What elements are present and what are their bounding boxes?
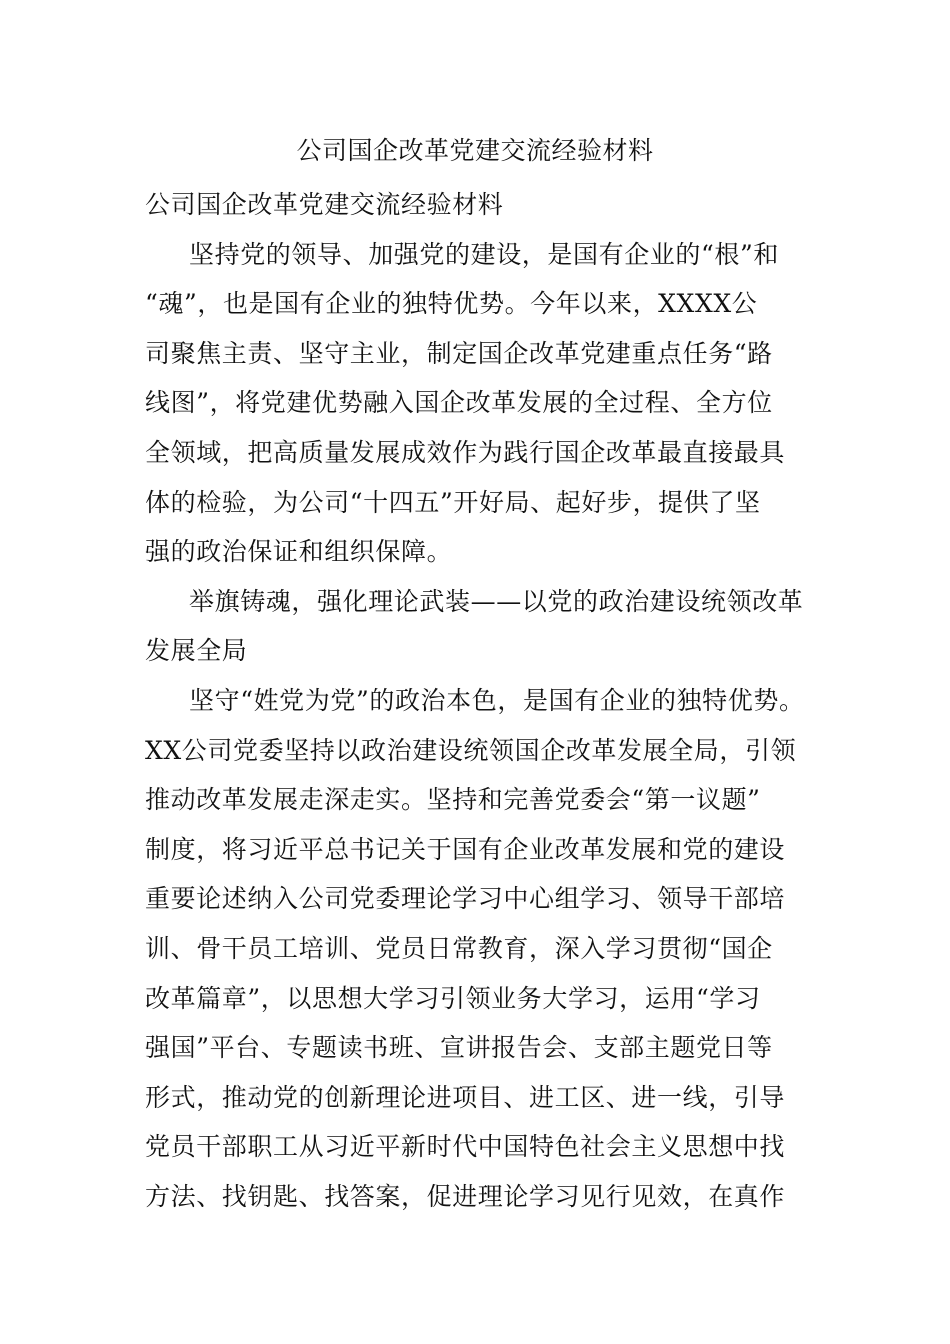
text-line: XX公司党委坚持以政治建设统领国企改革发展全局，引领 (145, 735, 797, 765)
text-line: 推动改革发展走深走实。坚持和完善党委会“第一议题” (145, 785, 761, 815)
text-line: “魂”，也是国有企业的独特优势。今年以来，XXXX公 (145, 289, 758, 319)
text-line: 重要论述纳入公司党委理论学习中心组学习、领导干部培 (145, 884, 786, 914)
text-line: 发展全局 (145, 636, 248, 666)
text-line: 举旗铸魂，强化理论武装——以党的政治建设统领改革 (189, 586, 804, 616)
text-line: 全领域，把高质量发展成效作为践行国企改革最直接最具 (145, 437, 786, 467)
text-line: 形式，推动党的创新理论进项目、进工区、进一线，引导 (145, 1082, 786, 1112)
document-title: 公司国企改革党建交流经验材料 (296, 136, 654, 165)
text-line: 方法、找钥匙、找答案，促进理论学习见行见效，在真作 (145, 1181, 786, 1211)
document-body (145, 180, 815, 1221)
text-line: 公司国企改革党建交流经验材料 (145, 190, 504, 219)
text-line: 强的政治保证和组织保障。 (145, 537, 453, 567)
text-line: 体的检验，为公司“十四五”开好局、起好步，提供了坚 (145, 487, 761, 517)
text-line: 改革篇章”，以思想大学习引领业务大学习，运用“学习 (145, 983, 761, 1013)
text-line: 制度，将习近平总书记关于国有企业改革发展和党的建设 (145, 834, 786, 864)
text-line: 线图”，将党建优势融入国企改革发展的全过程、全方位 (145, 388, 773, 418)
text-line: 党员干部职工从习近平新时代中国特色社会主义思想中找 (145, 1132, 786, 1162)
text-line: 司聚焦主责、坚守主业，制定国企改革党建重点任务“路 (145, 338, 773, 368)
text-line: 训、骨干员工培训、党员日常教育，深入学习贯彻“国企 (145, 933, 773, 963)
text-line: 强国”平台、专题读书班、宣讲报告会、支部主题党日等 (145, 1033, 773, 1063)
text-line: 坚守“姓党为党”的政治本色，是国有企业的独特优势。 (189, 685, 805, 715)
text-line: 坚持党的领导、加强党的建设，是国有企业的“根”和 (189, 239, 779, 269)
